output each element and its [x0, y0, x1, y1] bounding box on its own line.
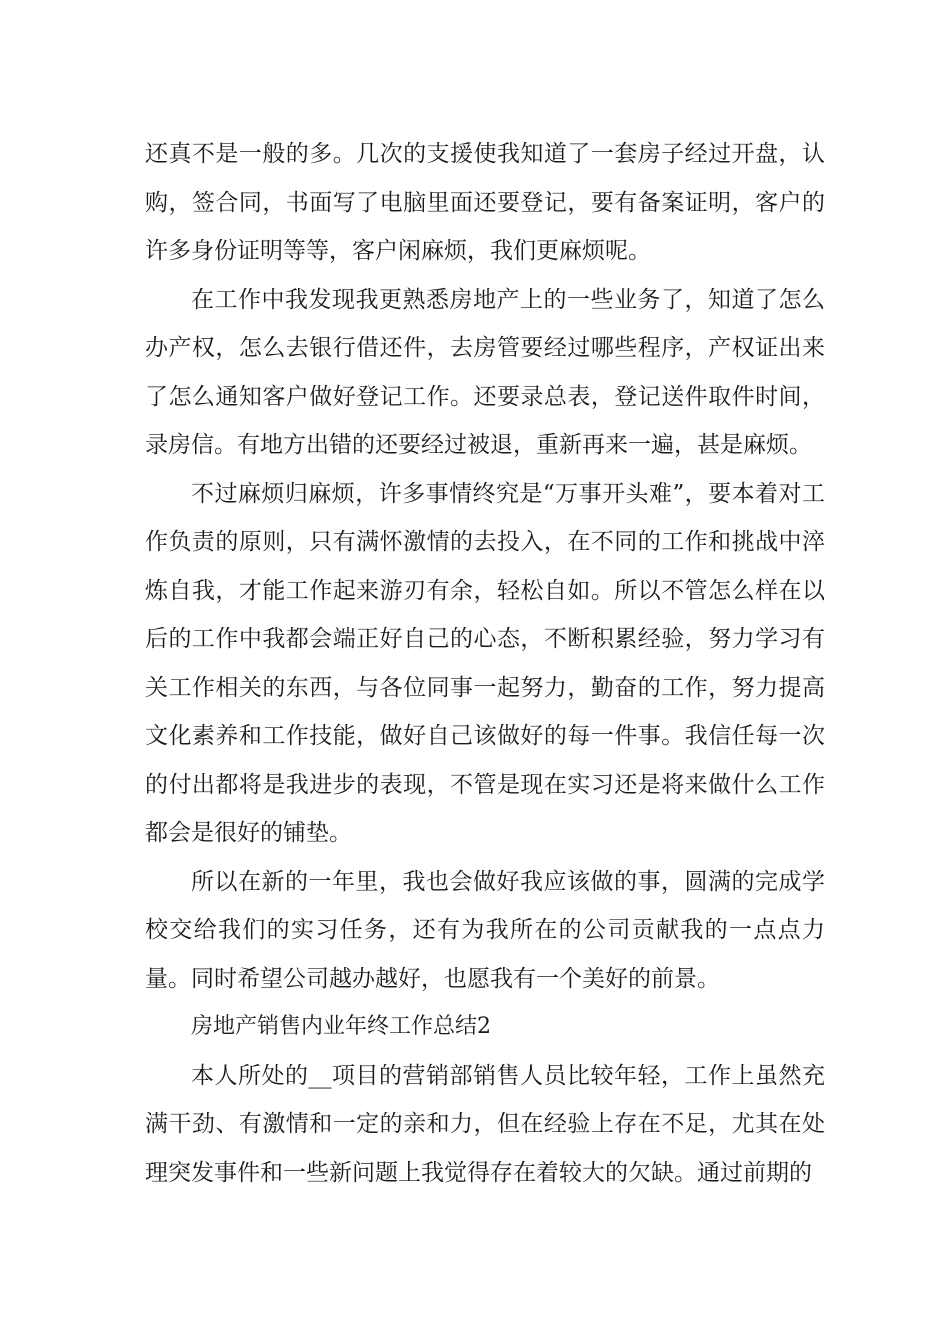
paragraph-new-year: 所以在新的一年里，我也会做好我应该做的事，圆满的完成学校交给我们的实习任务，还有为我所在的公司贡献我的一点点力量。同时希望公司越办越好，也愿我有一个美好的前景。: [145, 868, 825, 992]
paragraph-continuation: 还真不是一般的多。几次的支援使我知道了一套房子经过开盘，认购，签合同，书面写了电脑里面还要登记，要有备案证明，客户的许多身份证明等等，客户闲麻烦，我们更麻烦呢。: [145, 141, 825, 264]
paragraph-work-attitude: 不过麻烦归麻烦，许多事情终究是“万事开头难”，要本着对工作负责的原则，只有满怀激情的去投入，在不同的工作和挑战中淬炼自我，才能工作起来游刃有余，轻松自如。所以不管怎么样在以后的工作中我都会端正好自己的心态，不断积累经验，努力学习有关工作相关的东西，与各位同事一起努力，勤奋的工作，努力提高文化素养和工作技能，做好自己该做好的每一件事。我信任每一次的付出都将是我进步的表现，不管是现在实习还是将来做什么工作都会是很好的铺垫。: [145, 480, 825, 846]
section-heading: 房地产销售内业年终工作总结2: [191, 1014, 491, 1039]
paragraph-property-business: 在工作中我发现我更熟悉房地产上的一些业务了，知道了怎么办产权，怎么去银行借还件，去房管要经过哪些程序，产权证出来了怎么通知客户做好登记工作。还要录总表，登记送件取件时间，录房信。有地方出错的还要经过被退，重新再来一遍，甚是麻烦。: [145, 286, 825, 458]
document-body: [145, 130, 825, 1197]
paragraph-project-team: 本人所处的__项目的营销部销售人员比较年轻，工作上虽然充满干劲、有激情和一定的亲和力，但在经验上存在不足，尤其在处理突发事件和一些新问题上我觉得存在着较大的欠缺。通过前期的: [145, 1062, 825, 1186]
